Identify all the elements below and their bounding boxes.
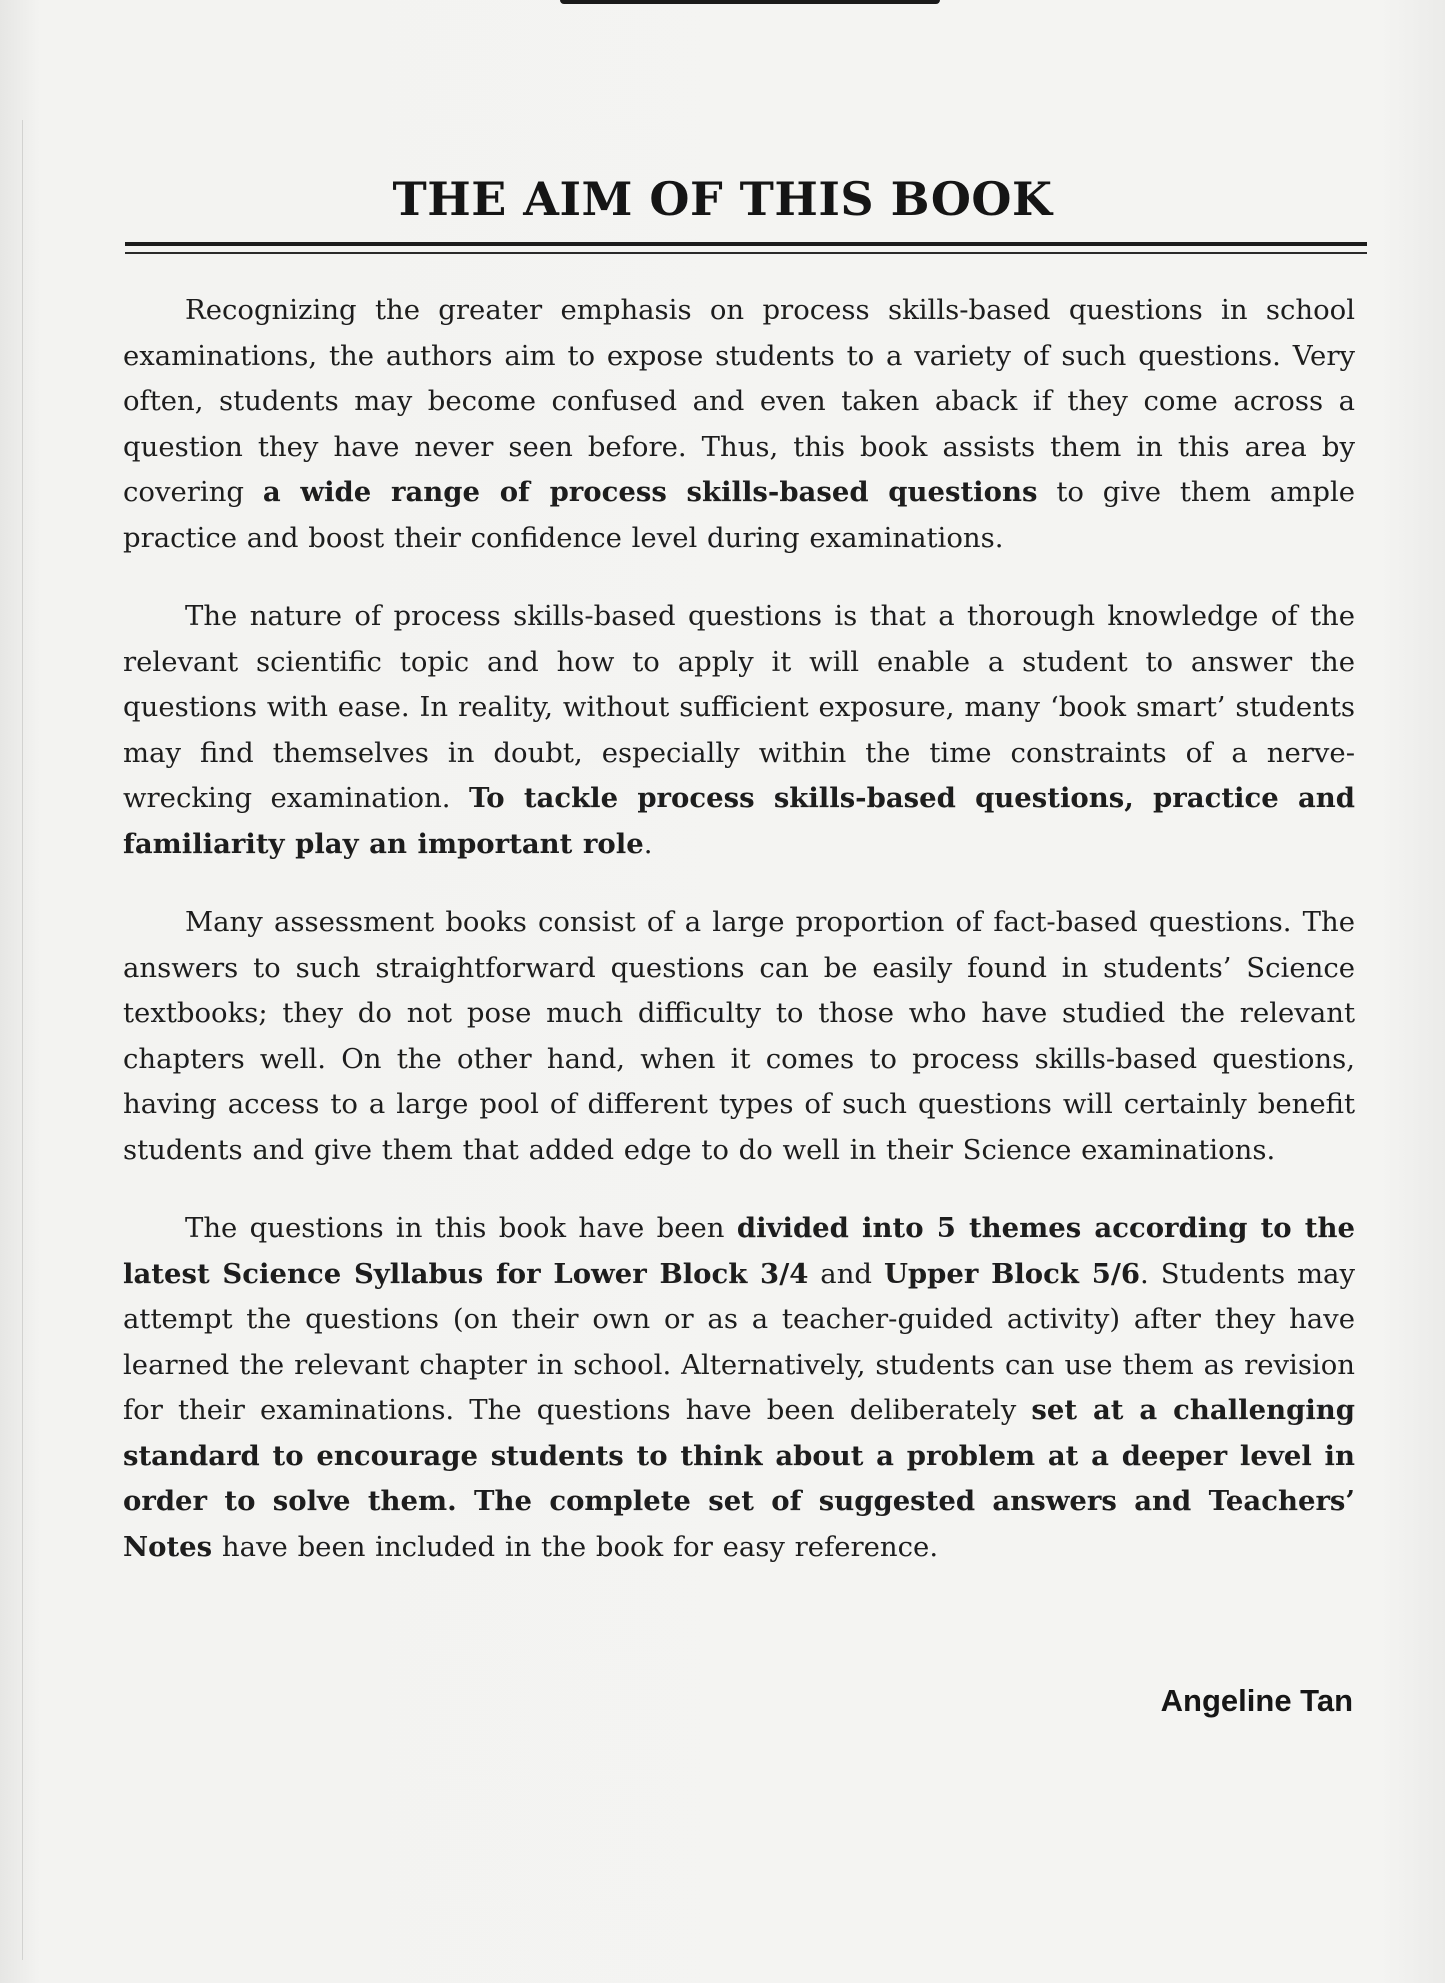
title-double-rule (125, 242, 1367, 262)
paragraph-1-text: Recognizing the greater emphasis on process skills-based questions in school examinations, the authors aim to expose students to a variety of such questions. Very often, students may become confused and even taken aback if they come across a question they have never seen before. Thus, this book assists them in this area by covering (123, 294, 1355, 508)
paragraph-2-text: . (643, 827, 653, 860)
paragraph-3-text: Many assessment books consist of a large proportion of fact-based questions. The answers to such straightforward questions can be easily found in students’ Science textbooks; they do not pose much difficulty to those who have studied the relevant chapters well. On the other hand, when it comes to process skills-based questions, having access to a large pool of different types of such questions will certainly benefit students and give them that added edge to do well in their Science examinations. (123, 906, 1355, 1166)
paragraph-4-text: have been included in the book for easy reference. (212, 1530, 939, 1563)
paragraph-2-text: The nature of process skills-based questions is that a thorough knowledge of the relevant scientific topic and how to apply it will enable a student to answer the questions with ease. In reality, without sufficient exposure, many ‘book smart’ students may find themselves in doubt, especially within the time constraints of a nerve-wrecking examination. (123, 600, 1355, 814)
title-rule-thin-line (125, 252, 1367, 254)
paragraph-4-emphasis: Upper Block 5/6 (883, 1257, 1141, 1290)
page-left-edge (22, 120, 23, 1960)
paragraph-1-emphasis: a wide range of process skills-based questions (262, 476, 1038, 508)
paragraph-2-emphasis: To tackle process skills-based questions, practice and familiarity play an important role (123, 782, 1355, 860)
paragraph-4-emphasis: set at a challenging standard to encourage students to think about a problem at a deeper level in order to solve them. The complete set of suggested answers and Teachers’ Notes (123, 1394, 1355, 1563)
paragraph-4-text: . Students may attempt the questions (on their own or as a teacher-guided activity) after they have learned the relevant chapter in school. Alternatively, students can use them as revision for their examinations. The questions have been deliberately (123, 1257, 1355, 1426)
title-rule-thick-line (125, 242, 1367, 246)
page-title: THE AIM OF THIS BOOK (392, 172, 1053, 226)
paragraph-2 (123, 594, 1355, 867)
page-top-edge-shadow (560, 0, 940, 4)
paragraph-4 (123, 1206, 1355, 1570)
paragraph-3 (123, 900, 1355, 1173)
author-name: Angeline Tan (1160, 1683, 1353, 1718)
body-text (123, 288, 1355, 1603)
paragraph-1 (123, 288, 1355, 561)
paragraph-4-text: The questions in this book have been (185, 1212, 737, 1244)
paragraph-1-text: to give them ample practice and boost their confidence level during examinations. (123, 476, 1356, 554)
paragraph-4-emphasis: divided into 5 themes according to the latest Science Syllabus for Lower Block 3/4 (123, 1212, 1355, 1290)
paragraph-4-text: and (808, 1257, 884, 1290)
